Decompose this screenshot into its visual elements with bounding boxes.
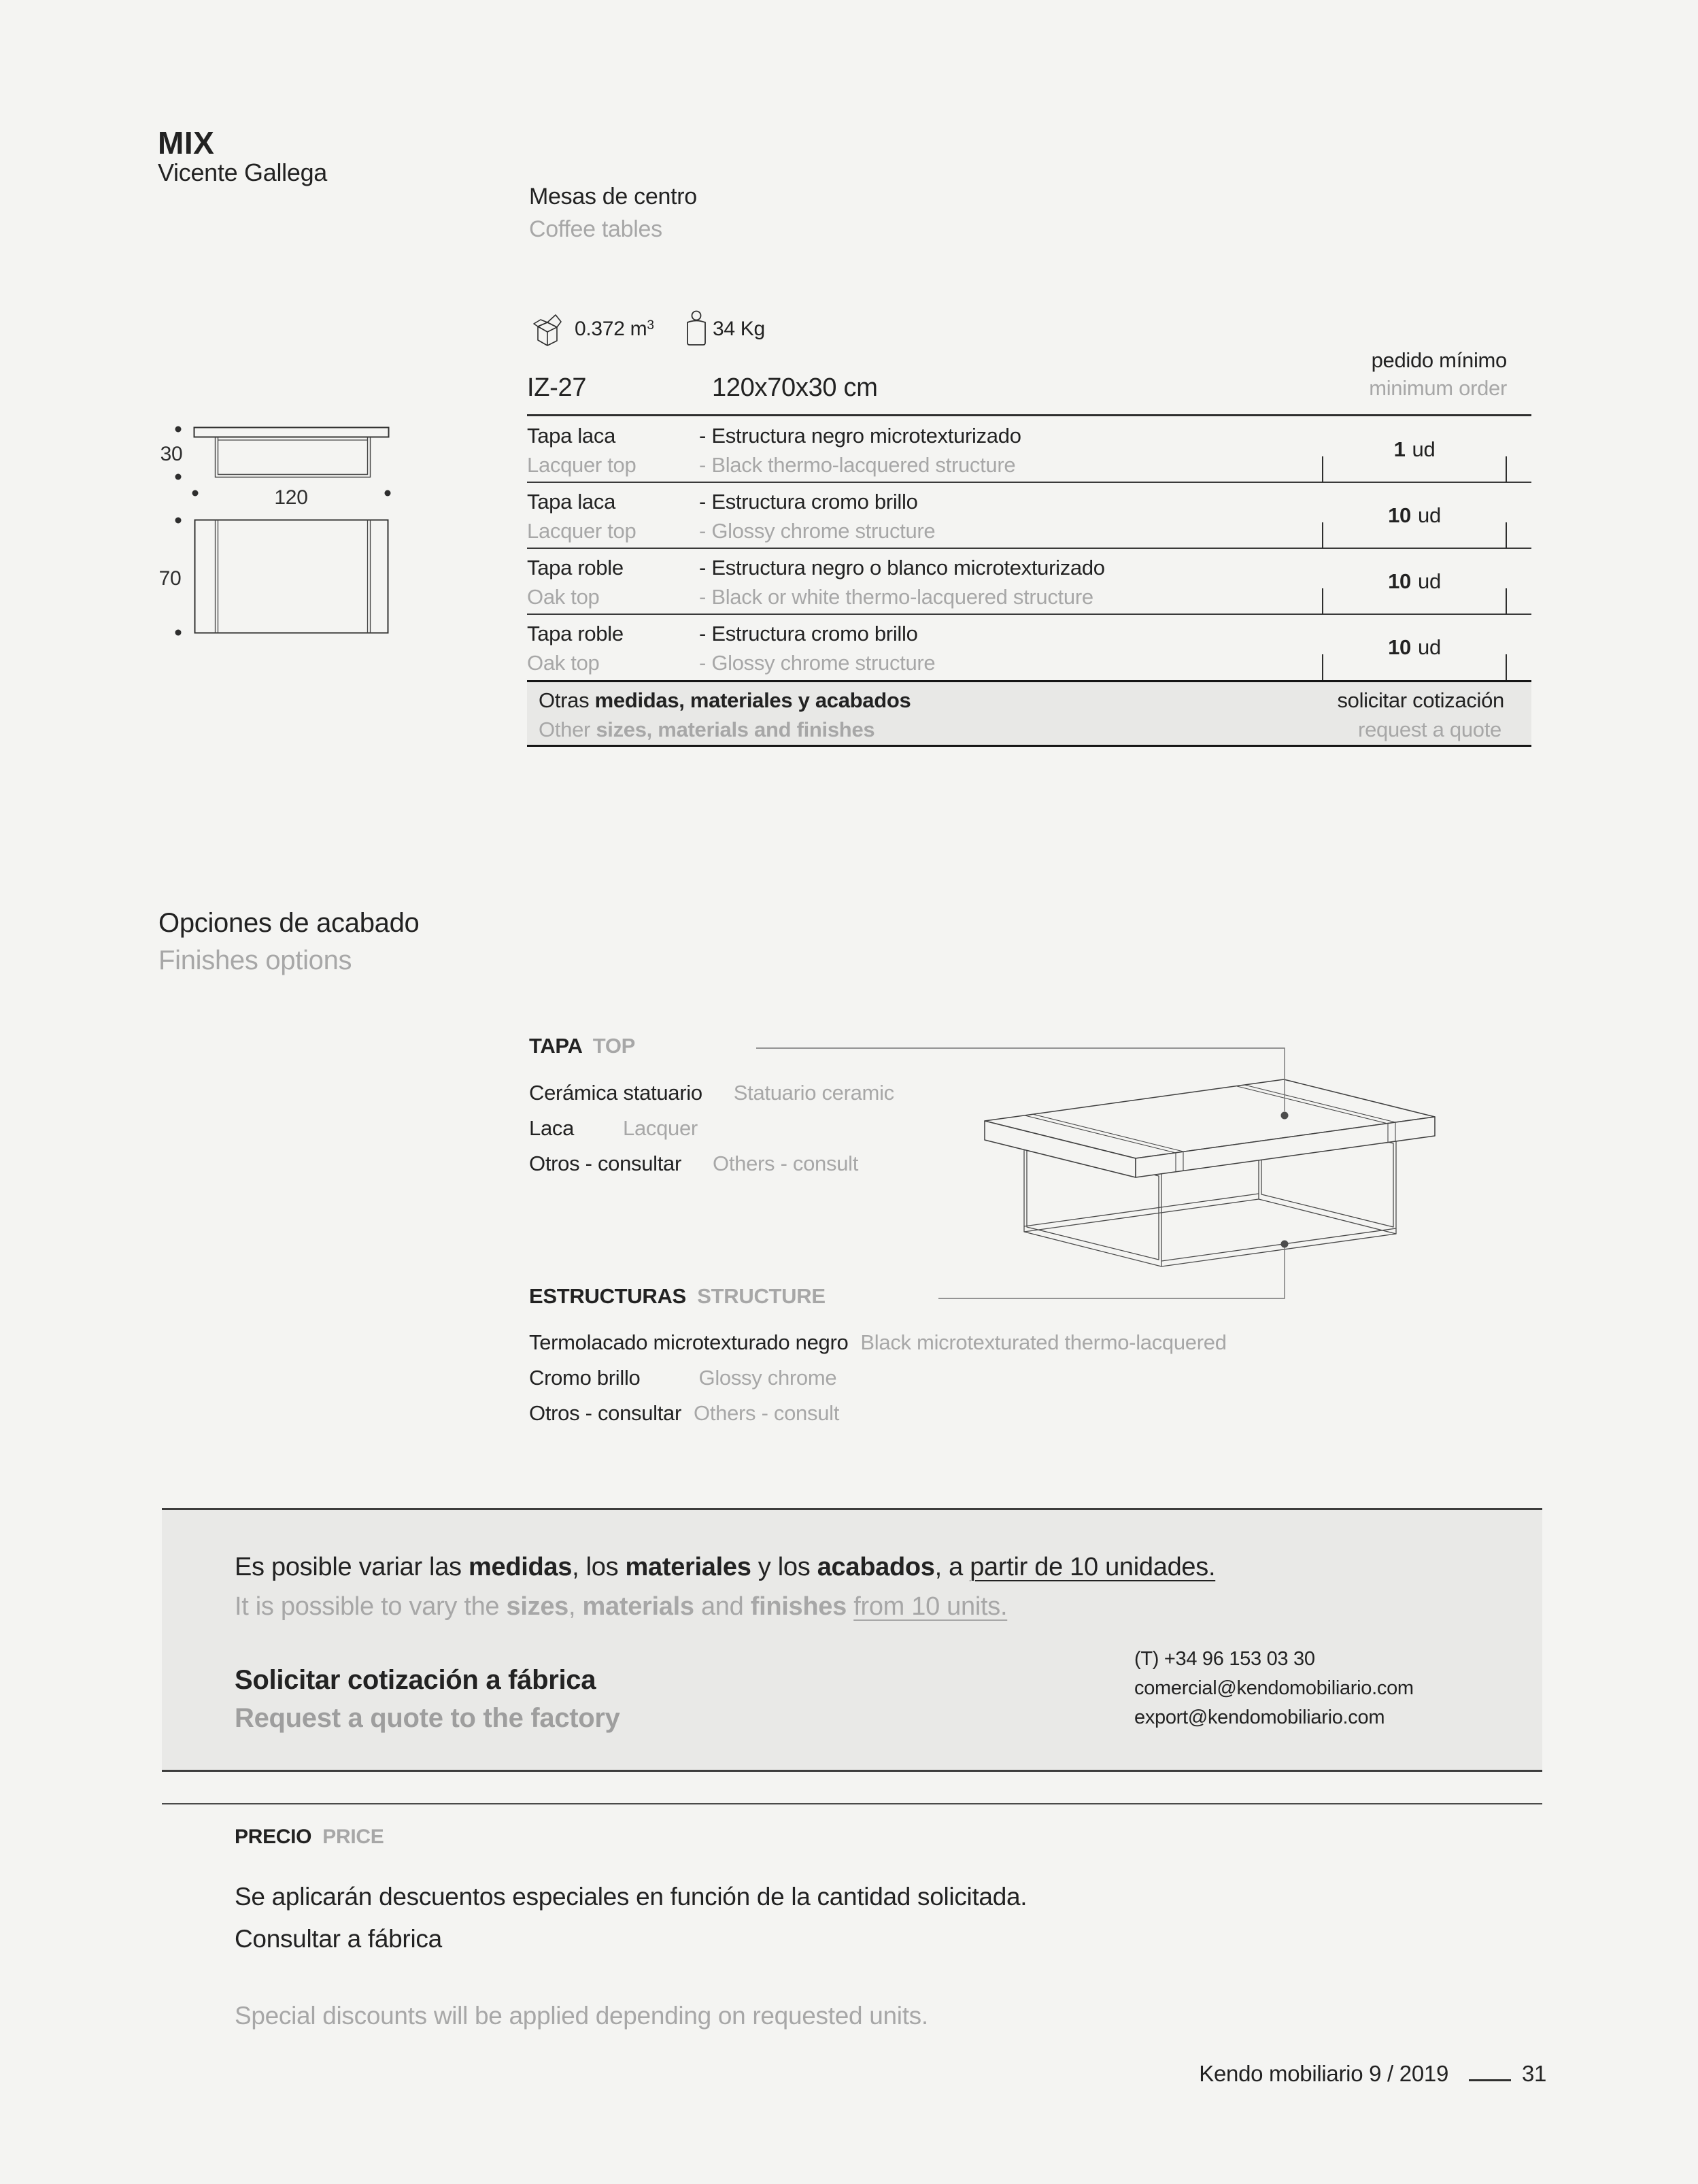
qty-column-tick <box>1506 654 1507 680</box>
top-section-label <box>529 1034 635 1058</box>
min-order-qty <box>1322 548 1507 614</box>
min-order-en: minimum order <box>1369 376 1507 400</box>
option-en: Others - consult <box>713 1152 859 1175</box>
option-es: Otros - consultar <box>529 1152 682 1175</box>
request-quote-es: solicitar cotización <box>1337 688 1504 712</box>
other-en-prefix: Other <box>539 718 596 741</box>
qty-unit: ud <box>1418 635 1441 659</box>
other-es-prefix: Otras <box>539 688 595 712</box>
text-segment: , a <box>934 1553 970 1581</box>
text-segment: y los <box>751 1553 817 1581</box>
top-option <box>529 1116 698 1141</box>
structure-finish-en: - Black thermo-lacquered structure <box>699 453 1016 477</box>
qty-number: 10 <box>1388 503 1411 527</box>
qty-column-tick <box>1506 522 1507 548</box>
phone-number: (T) +34 96 153 03 30 <box>1134 1648 1315 1670</box>
designer-name: Vicente Gallega <box>158 158 328 186</box>
email-export: export@kendomobiliario.com <box>1134 1707 1385 1728</box>
isometric-table-drawing <box>748 1039 1448 1314</box>
structure-finish-en: - Glossy chrome structure <box>699 519 936 543</box>
structure-option <box>529 1401 839 1426</box>
other-sizes-row <box>527 680 1531 747</box>
price-text-line1: Se aplicarán descuentos especiales en función de la cantidad solicitada. <box>235 1883 1028 1911</box>
structure-label-en: STRUCTURE <box>697 1284 826 1308</box>
top-label-en: TOP <box>592 1034 636 1058</box>
top-label-es: TAPA <box>529 1034 582 1058</box>
option-en: Glossy chrome <box>698 1366 837 1390</box>
structure-finish-es: - Estructura cromo brillo <box>699 490 918 514</box>
price-text-line2: Consultar a fábrica <box>235 1925 442 1953</box>
other-sizes-en <box>539 718 875 742</box>
structure-finish-es: - Estructura cromo brillo <box>699 622 918 645</box>
structure-label-es: ESTRUCTURAS <box>529 1284 686 1308</box>
text-segment: and <box>694 1592 751 1621</box>
price-section-label <box>235 1826 384 1849</box>
structure-leader-line <box>938 1247 1285 1298</box>
top-finish-en: Lacquer top <box>527 519 636 543</box>
option-es: Laca <box>529 1116 575 1140</box>
top-finish-en: Oak top <box>527 651 600 675</box>
text-segment <box>847 1592 853 1621</box>
product-dimensions: 120x70x30 cm <box>712 373 878 402</box>
footer-catalog: Kendo mobiliario 9 / 2019 <box>1199 2061 1448 2086</box>
text-segment: Es posible variar las <box>235 1553 469 1581</box>
top-finish-es: Tapa laca <box>527 424 616 448</box>
min-order-qty <box>1322 614 1507 680</box>
request-quote-cta-en: Request a quote to the factory <box>235 1703 620 1733</box>
top-finish-es: Tapa laca <box>527 490 616 514</box>
option-en: Lacquer <box>623 1116 698 1140</box>
qty-column-tick <box>1322 654 1323 680</box>
qty-column-tick <box>1322 588 1323 614</box>
request-quote-en: request a quote <box>1358 718 1501 741</box>
structure-finish-en: - Black or white thermo-lacquered structure <box>699 585 1093 609</box>
category-en: Coffee tables <box>529 216 662 242</box>
request-quote-cta-es: Solicitar cotización a fábrica <box>235 1665 596 1695</box>
table-row <box>527 614 1531 680</box>
qty-column-tick <box>1322 456 1323 482</box>
finishes-title-es: Opciones de acabado <box>158 908 420 938</box>
brand-name: MIX <box>158 125 215 161</box>
structure-finish-es: - Estructura negro microtexturizado <box>699 424 1021 448</box>
price-label-en: PRICE <box>322 1826 384 1848</box>
table-row <box>527 482 1531 548</box>
category-es: Mesas de centro <box>529 184 697 209</box>
option-es: Cerámica statuario <box>529 1081 702 1105</box>
volume-superscript: 3 <box>647 318 654 333</box>
qty-column-tick <box>1506 588 1507 614</box>
min-order-qty <box>1322 482 1507 548</box>
option-es: Cromo brillo <box>529 1366 641 1390</box>
variation-text-en <box>235 1592 1007 1622</box>
top-finish-es: Tapa roble <box>527 622 624 645</box>
qty-column-tick <box>1322 522 1323 548</box>
structure-finish-es: - Estructura negro o blanco microtexturizado <box>699 556 1105 579</box>
top-leader-dot <box>1281 1112 1289 1120</box>
top-finish-en: Oak top <box>527 585 600 609</box>
table-row <box>527 416 1531 482</box>
qty-number: 1 <box>1393 437 1406 461</box>
top-finish-es: Tapa roble <box>527 556 624 579</box>
text-segment-bold: medidas <box>469 1553 573 1581</box>
text-segment-bold: finishes <box>750 1592 847 1621</box>
product-code: IZ-27 <box>527 373 587 402</box>
technical-drawing <box>153 407 422 645</box>
finishes-title-en: Finishes options <box>158 945 352 975</box>
min-order-es: pedido mínimo <box>1371 348 1507 372</box>
qty-unit: ud <box>1418 569 1441 593</box>
qty-number: 10 <box>1388 635 1411 659</box>
weight-value: 34 Kg <box>713 318 765 340</box>
option-es: Otros - consultar <box>529 1401 682 1425</box>
text-segment-bold: sizes <box>506 1592 568 1621</box>
dim-height-label: 30 <box>160 443 183 465</box>
dim-width-label: 70 <box>158 567 182 590</box>
email-comercial: comercial@kendomobiliario.com <box>1134 1677 1414 1699</box>
option-en: Statuario ceramic <box>733 1081 894 1105</box>
dim-length-label: 120 <box>274 486 308 509</box>
min-order-qty <box>1322 416 1507 482</box>
option-en: Others - consult <box>694 1401 840 1425</box>
weight-icon <box>684 310 709 347</box>
structure-option <box>529 1366 836 1390</box>
qty-column-tick <box>1506 456 1507 482</box>
page-number: 31 <box>1522 2061 1547 2086</box>
volume-value <box>575 318 654 341</box>
text-segment-bold: acabados <box>817 1553 935 1581</box>
qty-unit: ud <box>1412 437 1436 461</box>
text-segment-bold: materiales <box>625 1553 751 1581</box>
other-sizes-es <box>539 688 911 713</box>
footer-divider <box>1469 2079 1511 2081</box>
text-segment-bold: materials <box>582 1592 694 1621</box>
volume-number: 0.372 m <box>575 318 647 340</box>
top-finish-en: Lacquer top <box>527 453 636 477</box>
box-volume-icon <box>533 312 562 347</box>
price-section-rule <box>162 1803 1542 1804</box>
qty-unit: ud <box>1418 503 1441 527</box>
variation-info-box <box>162 1508 1542 1772</box>
option-es: Termolacado microtexturado negro <box>529 1330 849 1354</box>
text-segment: , los <box>572 1553 626 1581</box>
table-row <box>527 548 1531 614</box>
price-text-en: Special discounts will be applied depending on requested units. <box>235 2002 928 2030</box>
structure-option <box>529 1330 1227 1355</box>
text-segment: It is possible to vary the <box>235 1592 507 1621</box>
other-es-bold: medidas, materiales y acabados <box>594 688 911 712</box>
option-en: Black microtexturated thermo-lacquered <box>860 1330 1227 1354</box>
text-segment-underline: partir de 10 unidades. <box>970 1553 1216 1581</box>
qty-number: 10 <box>1388 569 1411 593</box>
price-label-es: PRECIO <box>235 1826 312 1848</box>
structure-finish-en: - Glossy chrome structure <box>699 651 936 675</box>
text-segment-underline: from 10 units. <box>853 1592 1008 1621</box>
variation-text-es <box>235 1553 1215 1582</box>
text-segment: , <box>568 1592 583 1621</box>
structure-leader-dot <box>1281 1241 1289 1248</box>
other-en-bold: sizes, materials and finishes <box>596 718 875 741</box>
